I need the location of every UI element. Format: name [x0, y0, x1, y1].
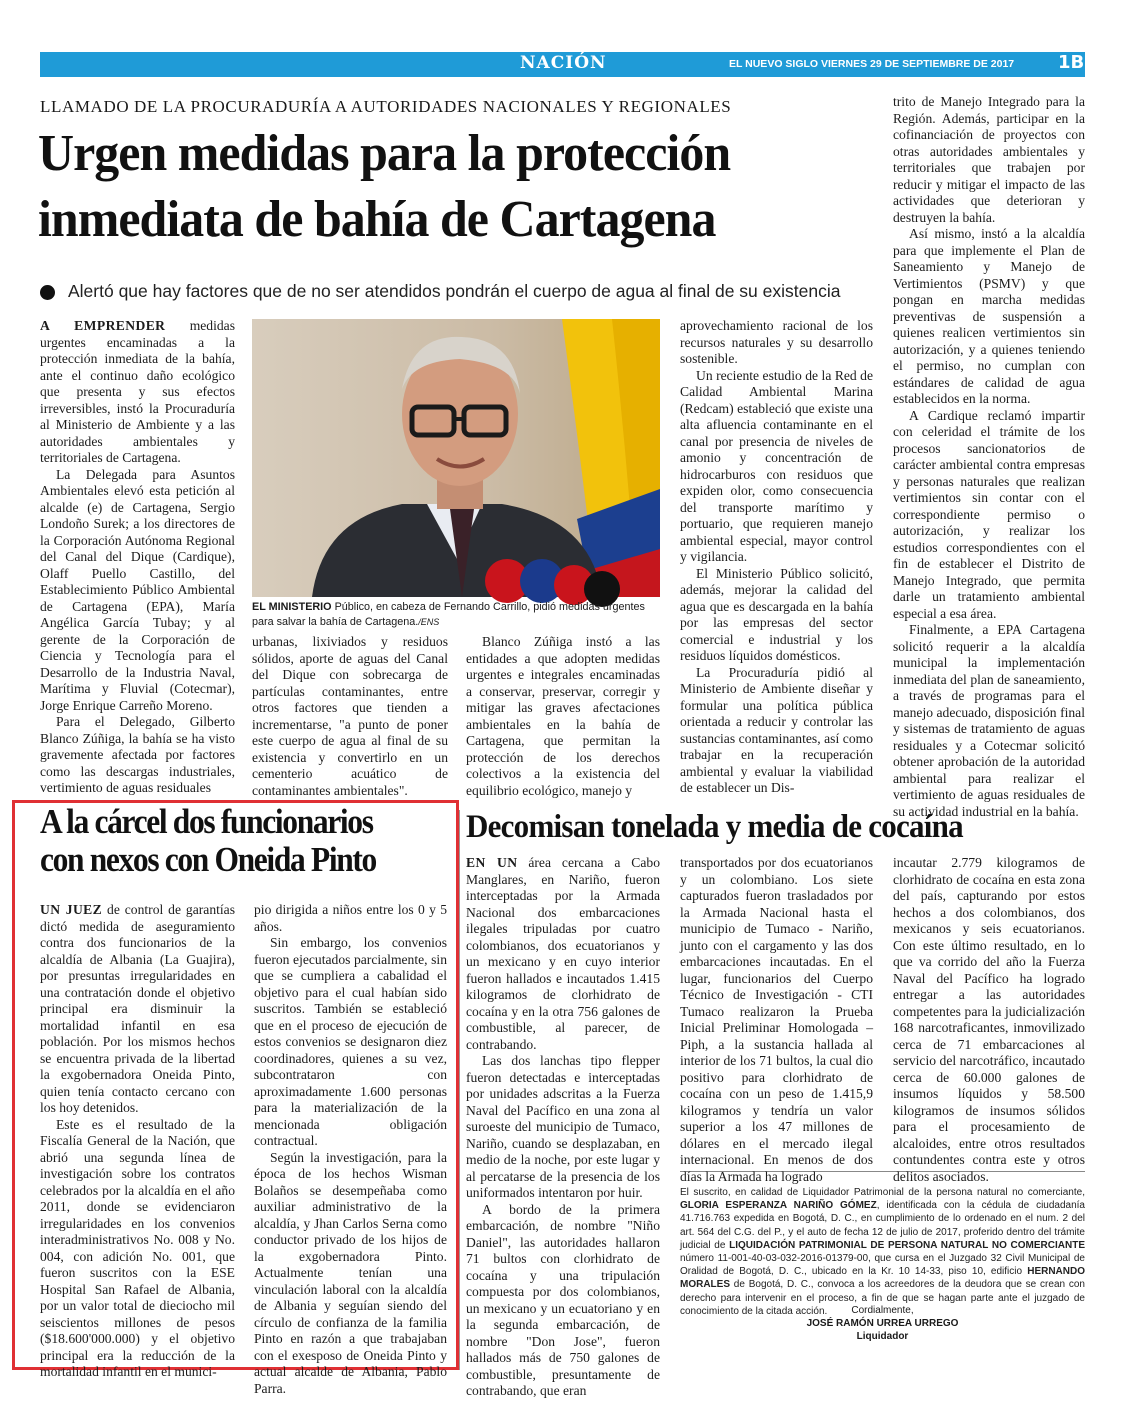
paragraph [40, 318, 235, 467]
page-number: 1B [1058, 52, 1085, 73]
bullet-icon [40, 285, 55, 300]
article-subhead: Alertó que hay factores que de no ser atendidos pondrán el cuerpo de agua al final de su existencia [68, 281, 841, 301]
article-photo [252, 319, 660, 597]
article-kicker: LLAMADO DE LA PROCURADURÍA A AUTORIDADES NACIONALES Y REGIONALES [40, 97, 732, 116]
newspaper-date-line: EL NUEVO SIGLO VIERNES 29 DE SEPTIEMBRE DE 2017 [729, 58, 1015, 70]
article2-column-2 [254, 902, 447, 1396]
paragraph: aprovechamiento racional de los recursos naturales y su desarrollo sostenible. [680, 318, 873, 366]
headline-line-1: Urgen medidas para la protección [38, 125, 731, 182]
notice-building: HERNANDO MORALES [680, 1266, 1085, 1291]
main-headline [38, 125, 854, 260]
article1-column-1 [40, 318, 236, 795]
paragraph: El Ministerio Público solicitó, además, mejorar la calidad del agua que es descargada en la bahía por las empresas del sector comercial e industrial y los residuos líquidos domésticos. [680, 565, 873, 663]
notice-closing: Cordialmente, [851, 1305, 914, 1316]
article2-headline [40, 803, 418, 879]
article1-column-5 [893, 94, 1085, 819]
paragraph: La Delegada para Asuntos Ambientales elevó esta petición al alcalde (e) de Cartagena, Sergio Londoño Surek; a los directores de la Corporación Autónoma Regional del Canal del Dique (Cardique), Olaff Puello Castillo, del Establecimiento Público Ambiental de Cartagena (EPA), María Angélica García Tubay; y al gerente de la Corporación de Ciencia y Tecnología para el Desarrollo de la Industria Naval, Marítima y Fluvial (Cotecmar), Jorge Enrique Carreño Moreno. [40, 466, 235, 713]
paragraph: pio dirigida a niños entre los 0 y 5 años. [254, 902, 447, 934]
paragraph: incautar 2.779 kilogramos de clorhidrato de cocaína en esta zona del país, capturando por estos hechos a dos colombianos, dos mexicanos y seis ecuatorianos. Con este último resultado, en lo que va corrido del año la Fuerza Naval del Pacífico ha logrado entregar a las autoridades competentes para la judicialización 168 narcotraficantes, inmovilizado cerca de 71 embarcaciones al servicio del narcotráfico, incautado cerca de 60.000 galones de insumos líquidos y 58.500 kilogramos de insumos sólidos para el procesamiento de alcaloides, entre otros resultados contundentes contra este y otros delitos asociados. [893, 855, 1085, 1184]
notice-signer: JOSÉ RAMÓN URREA URREGO [806, 1318, 959, 1329]
photo-credit: /ENS [418, 617, 440, 627]
photo-caption [252, 600, 662, 630]
paragraph: trito de Manejo Integrado para la Región. Además, participar en la cofinanciación de proyectos con otras autoridades ambientales y territoriales que trabajen por reducir y mitigar el impacto de las actividades que deterioran y destruyen la bahía. [893, 94, 1085, 225]
notice-process: LIQUIDACIÓN PATRIMONIAL DE PERSONA NATURAL NO COMERCIANTE [729, 1239, 1085, 1251]
article3-headline: Decomisan tonelada y media de cocaína [466, 809, 963, 845]
notice-text: número 11-001-40-03-032-2016-01379-00, que cursa en el Juzgado 32 Civil Municipal de Oralidad de Bogotá, D. C., ubicado en la Kr. 10 14-33, piso 10, edificio [680, 1253, 1085, 1278]
notice-text: , identificada con la cédula de ciudadanía 41.716.763 expedida en Bogotá, D. C., en cumplimiento de lo ordenado en el num. 2 del art. 564 del C.G. del P., y el auto de fecha 12 de julio de 2017, proferido dentro del trámite judicial de [680, 1200, 1085, 1251]
article1-column-2 [252, 634, 448, 798]
paragraph-text: área cercana a Cabo Manglares, en Nariño, fueron interceptadas por la Armada Nacional dos embarcaciones ilegales tripuladas por cuatro colombianos, dos ecuatorianos y un mexicano y en cuyo interior fueron hallados e incautados 1.415 kilogramos de clorhidrato de cocaína y en la otra 756 galones de combustible, al parecer, de contrabando. [466, 855, 660, 1052]
article2-column-1 [40, 902, 235, 1379]
headline-line-1: A la cárcel dos funcionarios [40, 802, 373, 841]
caption-text: Público, en cabeza de Fernando Carrillo, pidió medidas urgentes para salvar la bahía de Cartagena. [252, 601, 645, 628]
paragraph: Para el Delegado, Gilberto Blanco Zúñiga, la bahía se ha visto gravemente afectada por factores como las descargas industriales, vertimiento de aguas residuales [40, 714, 235, 795]
paragraph: Un reciente estudio de la Red de Calidad Ambiental Marina (Redcam) estableció que existe una alta afluencia contaminante en el canal por presencia de niveles de amonio y concentración de hidrocarburos con residuos que expiden olor, como consecuencia del transporte marítimo y portuario, que requieren manejo ambiental especial, mayor control y vigilancia. [680, 367, 873, 564]
legal-notice [680, 1186, 1085, 1318]
notice-text: de Bogotá, D. C., convoca a los acreedores de la deudora que se crean con derecho para intervenir en el proceso, a fin de que se hagan parte ante el juzgado de conocimiento de la citada acción. [680, 1279, 1085, 1317]
paragraph: A bordo de la primera embarcación, de nombre "Niño Daniel", las autoridades hallaron 71 bultos con clorhidrato de cocaína y una tripulación compuesta por dos colombianos, un mexicano y un ecuatoriano y en la segunda embarcación, de nombre "Don Jose", fueron hallados más de 750 galones de combustible, presuntamente de contrabando, que eran [466, 1201, 660, 1398]
headline-line-2: inmediata de bahía de Cartagena [38, 191, 716, 248]
article1-column-4 [680, 318, 873, 795]
notice-name: GLORIA ESPERANZA NARIÑO GÓMEZ [680, 1200, 877, 1212]
paragraph: Según la investigación, para la época de los hechos Wisman Bolaños se desempeñaba como auxiliar administrativo de la alcaldía, y Jhan Carlos Serna como conductor privado de los hijos de la exgobernadora Pinto. Actualmente tenían una vinculación laboral con la alcaldía de Albania y seguían siendo del círculo de confianza de la familia Pinto en razón a que trabajaban con el exesposo de Oneida Pinto y actual alcalde de Albania, Pablo Parra. [254, 1149, 447, 1396]
paragraph: Este es el resultado de la Fiscalía General de la Nación, que abrió una segunda línea de investigación sobre los contratos celebrados por la alcaldía en el año 2011, donde se evidenciaron irregularidades en los convenios interadministrativos No. 008 y No. 004, con adición No. 001, que fueron suscritos con la ESE Hospital San Rafael de Albania, por un valor total de dieciocho mil seiscientos millones de pesos ($18.600'000.000) y el objetivo principal era la reducción de la mortalidad infantil en el munici- [40, 1116, 235, 1379]
notice-role: Liquidador [856, 1331, 909, 1342]
article3-column-3 [893, 855, 1085, 1184]
paragraph-text: de control de garantías dictó medida de aseguramiento contra dos funcionarios de la alcaldía de Albania (La Guajira), por presuntas irregularidades en una contratación donde el objetivo principal era disminuir la mortalidad infantil en esa población. Por los mismos hechos se encuentra privada de la libertad la exgobernadora Oneida Pinto, quien tenía contacto cercano con los hoy detenidos. [40, 902, 235, 1115]
paragraph: Las dos lanchas tipo flepper fueron detectadas e interceptadas por unidades adscritas a la Fuerza Naval del Pacífico en una zona al suroeste del municipio de Tumaco, Nariño, cuando se desplazaban, en medio de la noche, por este lugar y al percatarse de la presencia de los uniformados intentaron por huir. [466, 1053, 660, 1200]
paragraph: A Cardique reclamó impartir con celeridad el trámite de los procesos sancionatorios de carácter ambiental contra empresas y personas naturales que realizan vertimientos sin contar con el correspondiente permiso o autorización, y realizar los estudios correspondientes con el fin de establecer el Distrito de Manejo Integrado, que permita darle un tratamiento ambiental especial a esa área. [893, 407, 1085, 621]
lead-in: EN UN [466, 855, 518, 870]
paragraph: Sin embargo, los convenios fueron ejecutados parcialmente, sin que se cumpliera a cabalidad el objetivo para el cual habían sido suscritos. También se estableció que en el proceso de ejecución de estos convenios se designaron diez coordinadores, quienes a su vez, subcontrataron con aproximadamente 1.600 personas para la materialización de la mencionada obligación contractual. [254, 935, 447, 1148]
article3-column-1 [466, 855, 660, 1398]
lead-in: UN JUEZ [40, 902, 103, 917]
paragraph: Así mismo, instó a la alcaldía para que implemente el Plan de Saneamiento y Manejo de Vertimientos (PSMV) y que pongan en marcha medidas preventivas de suspensión a quienes realicen vertimientos sin autorización, y a quienes teniendo el permiso, no cumplan con estándares de calidad de agua establecidos en la norma. [893, 226, 1085, 406]
paragraph: La Procuraduría pidió al Ministerio de Ambiente diseñar y formular una política pública orientada a reducir y controlar las sustancias contaminantes, así como trabajar en la recuperación ambiental y evaluar la viabilidad de establecer un Dis- [680, 664, 873, 795]
paragraph: transportados por dos ecuatorianos y un colombiano. Los siete capturados fueron trasladados por la Armada Nacional hasta el municipio de Tumaco - Nariño, junto con el cargamento y las dos embarcaciones incautadas. En el lugar, funcionarios del Cuerpo Técnico de Investigación - CTI Tumaco realizaron la Prueba Inicial Preliminar Homologada – Piph, a la sustancia hallada al interior de los 71 bultos, la cual dio positivo para clorhidrato de cocaína con un peso de 1.415,9 kilogramos y tendría un valor superior a los 47 millones de dólares en el mercado ilegal internacional. En menos de dos días la Armada ha logrado [680, 855, 873, 1184]
paragraph-text: medidas urgentes encaminadas a la protección inmediata de la bahía, ante el continuo daño ecológico que presenta y sus efectos irreversibles, instó la Procuraduría al Ministerio de Ambiente y a las autoridades ambientales y territoriales de Cartagena. [40, 318, 236, 465]
headline-line-2: con nexos con Oneida Pinto [40, 840, 376, 879]
paragraph: urbanas, lixiviados y residuos sólidos, aporte de aguas del Canal del Dique con sobrecarga de partículas contaminantes, entre otros factores que tienden a incrementarse, "a punto de poner este cuerpo de agua al final de su existencia y convertirlo en un cementerio acuático de contaminantes ambientales". [252, 634, 448, 798]
paragraph: Blanco Zúñiga instó a las entidades a que adopten medidas urgentes e integrales encaminadas a conservar, preservar, corregir y mitigar las graves afectaciones ambientales en la bahía de Cartagena, que permitan la protección de los derechos colectivos a la existencia del equilibrio ecológico, manejo y [466, 634, 660, 798]
paragraph [466, 855, 660, 1053]
section-name: NACIÓN [520, 53, 607, 73]
paragraph: Finalmente, a EPA Cartagena solicitó requerir a la alcaldía municipal la implementación inmediata del plan de saneamiento, a través de programas para el manejo adecuado, disposición final y sistemas de tratamiento de aguas residuales y a Cotecmar solicitó obtener aprobación de la autoridad ambiental para realizar el vertimiento de aguas residuales de su actividad industrial en la bahía. [893, 622, 1085, 819]
photo-illustration [252, 319, 660, 597]
column-divider [459, 810, 460, 1370]
caption-lead: EL MINISTERIO [252, 601, 332, 613]
notice-text: El suscrito, en calidad de Liquidador Patrimonial de la persona natural no comerciante, [680, 1187, 1085, 1198]
lead-in: A EMPRENDER [40, 318, 166, 333]
article1-column-3 [466, 634, 660, 798]
paragraph [40, 902, 235, 1117]
article3-column-2 [680, 855, 873, 1184]
